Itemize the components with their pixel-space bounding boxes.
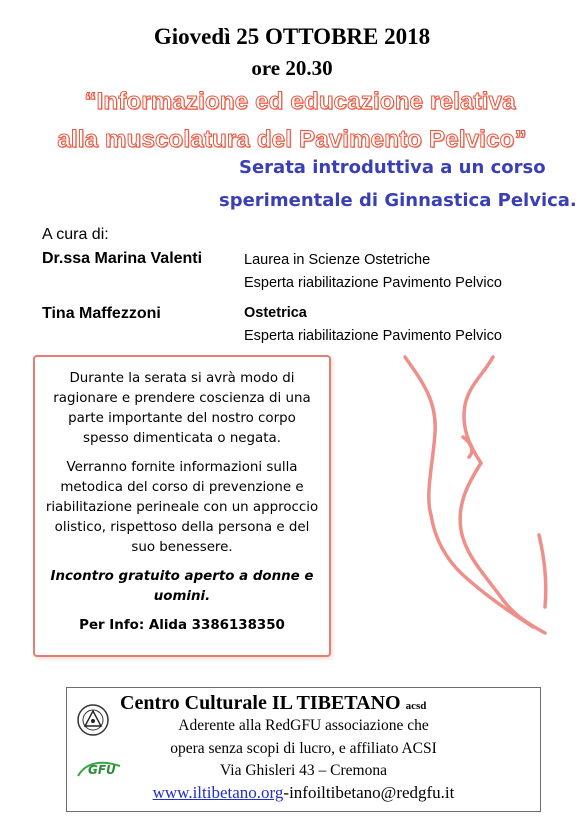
event-title-line2: alla muscolatura del Pavimento Pelvico” xyxy=(57,126,527,153)
speaker-role: Esperta riabilitazione Pavimento Pelvico xyxy=(244,328,502,344)
footer-line: opera senza scopi di lucro, e affiliato ACSI xyxy=(170,740,437,757)
org-name: Centro Culturale IL TIBETANO xyxy=(120,692,401,714)
speakers-intro: A cura di: xyxy=(42,226,109,243)
email-text: -infoiltibetano@redgfu.it xyxy=(283,783,455,802)
speaker-name: Dr.ssa Marina Valenti xyxy=(42,250,203,267)
website-link[interactable]: www.iltibetano.org xyxy=(152,783,284,802)
info-box xyxy=(33,355,331,657)
event-date: Giovedì 25 OTTOBRE 2018 xyxy=(153,24,431,49)
org-suffix: acsd xyxy=(405,700,427,712)
speaker-role: Ostetrica xyxy=(244,305,307,321)
speaker-name: Tina Maffezzoni xyxy=(42,305,161,322)
org-name-line xyxy=(120,692,426,715)
redgfu-logo-text: GFU xyxy=(88,763,116,777)
footer-contacts xyxy=(66,783,541,803)
contact-info: Per Info: Alida 3386138350 xyxy=(79,618,285,633)
footer-address: Via Ghisleri 43 – Cremona xyxy=(220,762,387,779)
speaker-role: Esperta riabilitazione Pavimento Pelvico xyxy=(244,275,502,291)
speaker-role: Laurea in Scienze Ostetriche xyxy=(244,252,431,268)
event-time: ore 20.30 xyxy=(251,56,333,80)
footer-line: Aderente alla RedGFU associazione che xyxy=(178,717,429,734)
info-paragraph: Durante la serata si avrà modo di ragionare e prendere coscienza di una parte importante del nostro corpo spesso dimenticata o negata. xyxy=(53,371,311,446)
event-subtitle-line2: sperimentale di Ginnastica Pelvica. xyxy=(219,190,577,211)
event-subtitle-line1: Serata introduttiva a un corso xyxy=(239,157,546,178)
free-event-note: Incontro gratuito aperto a donne e uomini. xyxy=(50,569,314,604)
event-title-line1: “Informazione ed educazione relativa xyxy=(84,88,516,115)
info-paragraph: Verranno fornite informazioni sulla metodica del corso di prevenzione e riabilitazione perineale con un approccio olistico, rispettoso della persona e del suo benessere. xyxy=(45,460,319,555)
female-silhouette-illustration xyxy=(395,345,565,645)
